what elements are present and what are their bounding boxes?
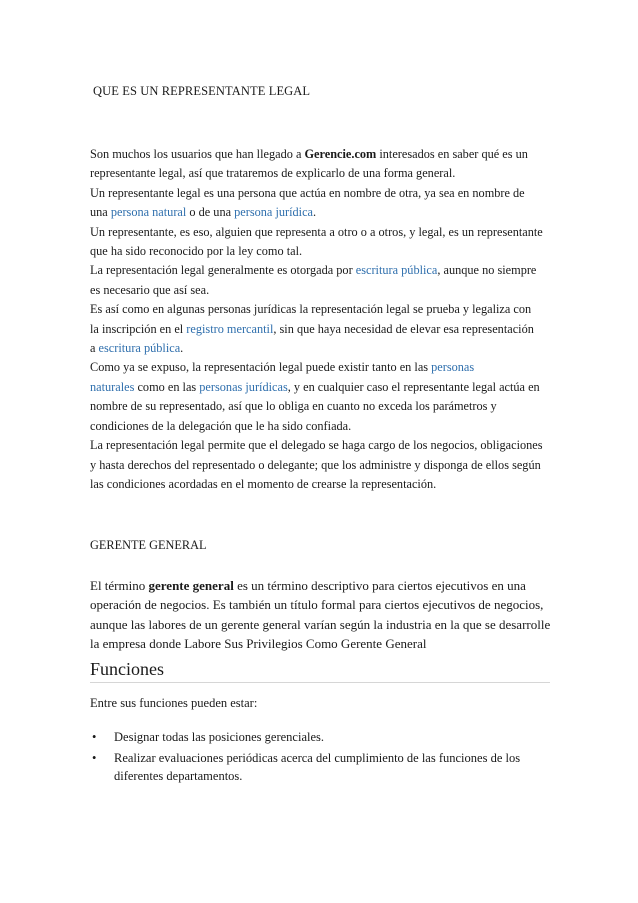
text-run: las condiciones acordadas en el momento de crearse la representación. — [90, 476, 437, 491]
text-run: a — [90, 341, 99, 356]
bullet-icon: • — [92, 750, 97, 765]
inline-link[interactable]: registro mercantil — [186, 321, 274, 336]
text-run: y hasta derechos del representado o delegante; que los administre y disponga de ellos según — [90, 457, 541, 472]
text-run: o de una — [186, 205, 235, 220]
text-line — [90, 576, 560, 595]
text-line — [90, 417, 560, 436]
inline-link[interactable]: personas jurídicas — [199, 379, 288, 394]
text-run: La representación legal generalmente es otorgada por — [90, 263, 356, 278]
text-run: El término — [90, 578, 149, 593]
text-run: Un representante, es eso, alguien que representa a otro o a otros, y legal, es un representante — [90, 224, 543, 239]
text-run: como en las — [134, 379, 200, 394]
text-run: Es así como en algunas personas jurídicas la representación legal se prueba y legaliza con — [90, 302, 532, 317]
text-line — [90, 615, 560, 634]
bullet-icon: • — [92, 730, 97, 744]
text-line — [90, 261, 560, 280]
inline-link[interactable]: naturales — [90, 379, 135, 394]
text-line — [90, 475, 560, 494]
text-line — [90, 339, 560, 358]
bold-text: Gerencie.com — [304, 147, 377, 161]
section-title-gerente: GERENTE GENERAL — [90, 538, 207, 552]
representante-paragraph — [90, 145, 560, 494]
text-line — [90, 320, 560, 339]
funciones-heading: Funciones — [90, 659, 550, 683]
list-item — [90, 749, 560, 786]
text-line — [90, 223, 560, 242]
text-run: , y en cualquier caso el representante legal actúa en — [287, 379, 540, 394]
text-line — [90, 436, 560, 455]
text-line — [90, 634, 560, 653]
inline-link[interactable]: persona jurídica — [234, 205, 313, 220]
list-item — [90, 728, 560, 747]
text-run: Son muchos los usuarios que han llegado a — [90, 147, 305, 161]
text-run: Realizar evaluaciones periódicas acerca del cumplimiento de las funciones de los — [114, 750, 521, 765]
text-run: nombre de su representado, así que lo obliga en cuanto no exceda los parámetros y — [90, 399, 497, 414]
text-run: representante legal, así que trataremos de explicarlo de una forma general. — [90, 166, 456, 181]
text-run: . — [313, 205, 317, 220]
text-run: , aunque no siempre — [437, 263, 537, 278]
text-run: la empresa donde Labore Sus Privilegios Como Gerente General — [90, 635, 427, 651]
section-title-representante: QUE ES UN REPRESENTANTE LEGAL — [93, 84, 311, 98]
text-run: la inscripción en el — [90, 321, 187, 336]
text-line — [90, 595, 560, 614]
text-run: diferentes departamentos. — [114, 769, 243, 783]
text-line — [90, 145, 560, 164]
text-line — [90, 358, 560, 377]
text-run: operación de negocios. Es también un título formal para ciertos ejecutivos de negocios, — [90, 597, 544, 613]
text-line — [90, 378, 560, 397]
inline-link[interactable]: escritura pública — [98, 341, 181, 356]
text-line — [90, 456, 560, 475]
text-line — [90, 184, 560, 203]
text-line — [90, 281, 560, 300]
text-run: , sin que haya necesidad de elevar esa representación — [273, 321, 534, 336]
text-line — [90, 300, 560, 319]
text-line — [90, 164, 560, 183]
text-run: Un representante legal es una persona que actúa en nombre de otra, ya sea en nombre de — [90, 185, 525, 200]
text-line — [90, 397, 560, 416]
text-line — [90, 242, 560, 261]
text-run: . — [180, 341, 184, 356]
text-run: La representación legal permite que el delegado se haga cargo de los negocios, obligaciones — [90, 438, 543, 453]
text-run: aunque las labores de un gerente general varían según la industria en la que se desarrolle — [90, 616, 551, 632]
funciones-list — [90, 728, 560, 788]
inline-link[interactable]: personas — [431, 360, 475, 375]
text-run: interesados en saber qué es un — [376, 147, 528, 161]
bold-text: gerente general — [148, 578, 234, 593]
funciones-intro: Entre sus funciones pueden estar: — [90, 696, 258, 710]
text-run: que ha sido reconocido por la ley como tal. — [90, 244, 303, 259]
inline-link[interactable]: persona natural — [110, 205, 187, 220]
text-run: una — [90, 205, 111, 220]
gerente-paragraph — [90, 576, 560, 653]
text-line — [90, 203, 560, 222]
text-run: es necesario que así sea. — [90, 282, 210, 297]
text-run: Designar todas las posiciones gerenciales. — [114, 730, 325, 744]
text-run: es un término descriptivo para ciertos ejecutivos en una — [233, 578, 526, 593]
inline-link[interactable]: escritura pública — [355, 263, 438, 278]
text-run: Como ya se expuso, la representación legal puede existir tanto en las — [90, 360, 432, 375]
text-run: condiciones de la delegación que le ha sido confiada. — [90, 418, 352, 433]
